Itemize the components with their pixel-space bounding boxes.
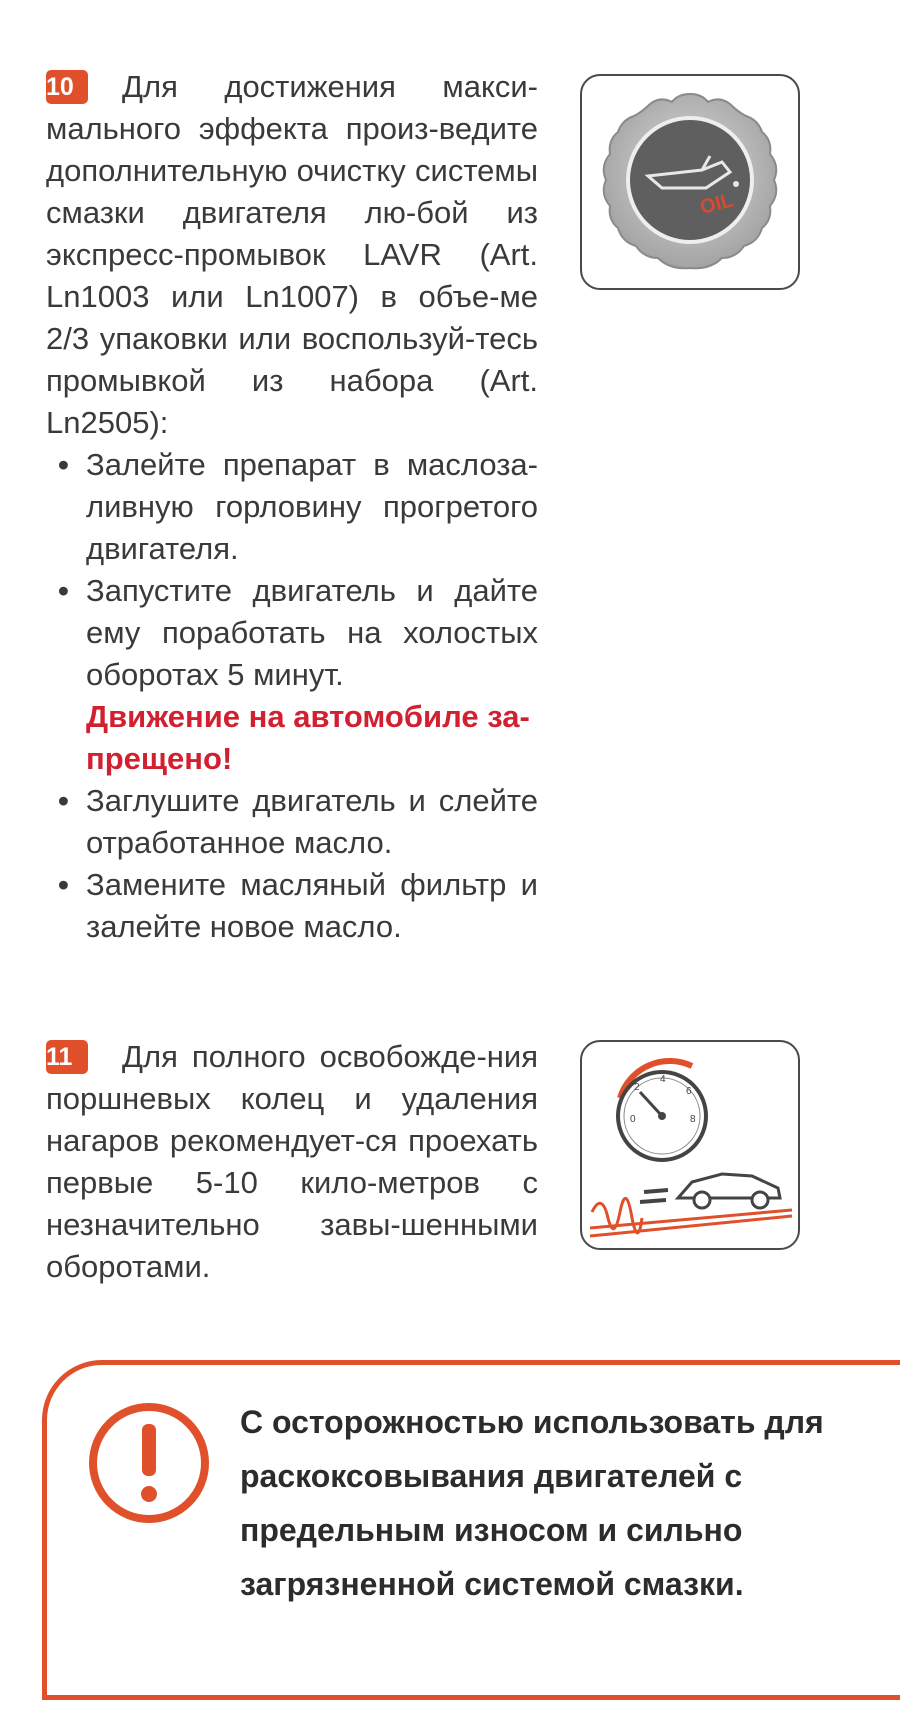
step-10-text: Для достижения макси-мального эффекта произ-ведите дополнительную очистку системы смазки двигателя лю-бой из экспресс-промывок LAVR (Art. Ln1003 или Ln1007) в объе-ме 2/3 упаковки или воспользуй-тесь промывкой из набора (Art. Ln2505): xyxy=(46,69,538,440)
svg-text:8: 8 xyxy=(690,1114,696,1125)
step-10-number-badge: 10 xyxy=(46,70,88,104)
step-10-paragraph xyxy=(46,66,538,444)
list-item xyxy=(58,780,538,864)
tachometer-car-icon xyxy=(582,1042,798,1248)
step-11-paragraph xyxy=(46,1036,538,1288)
svg-text:2: 2 xyxy=(634,1082,640,1093)
oil-label: OIL xyxy=(697,189,736,219)
bullet-text: Заглушите двигатель и слейте отработанное масло. xyxy=(86,783,538,860)
list-item xyxy=(58,864,538,948)
tachometer-image xyxy=(580,1040,800,1250)
step-11-block xyxy=(46,1036,538,1288)
bullet-text: Залейте препарат в маслоза-ливную горловину прогретого двигателя. xyxy=(86,447,538,566)
svg-text:6: 6 xyxy=(686,1086,692,1097)
bullet-text: Запустите двигатель и дайте ему поработать на холостых оборотах 5 минут. xyxy=(86,573,538,692)
bullet-text: Замените масляный фильтр и залейте новое масло. xyxy=(86,867,538,944)
exclamation-icon xyxy=(86,1400,212,1526)
step-10-bullet-list-2 xyxy=(46,780,538,948)
step-10-block xyxy=(46,66,538,948)
list-item xyxy=(58,570,538,696)
step-10-bullet-list xyxy=(46,444,538,696)
bullet-dot: • xyxy=(58,867,69,902)
step-11-number-badge: 11 xyxy=(46,1040,88,1074)
driving-prohibited-warning: Движение на автомобиле за-прещено! xyxy=(86,699,530,776)
svg-text:4: 4 xyxy=(660,1074,666,1085)
caution-text: С осторожностью использовать для раскоксовывания двигателей с предельным износом и сильно загрязненной системой смазки. xyxy=(240,1404,824,1602)
oil-cap-image xyxy=(580,74,800,290)
svg-text:0: 0 xyxy=(630,1114,636,1125)
bullet-dot: • xyxy=(58,573,69,608)
bullet-dot: • xyxy=(58,447,69,482)
bullet-dot: • xyxy=(58,783,69,818)
list-item xyxy=(58,444,538,570)
step-11-text: Для полного освобожде-ния поршневых колец и удаления нагаров рекомендует-ся проехать первые 5-10 кило-метров с незначительно завы-шенными оборотами. xyxy=(46,1039,538,1284)
oil-cap-icon xyxy=(582,76,798,288)
